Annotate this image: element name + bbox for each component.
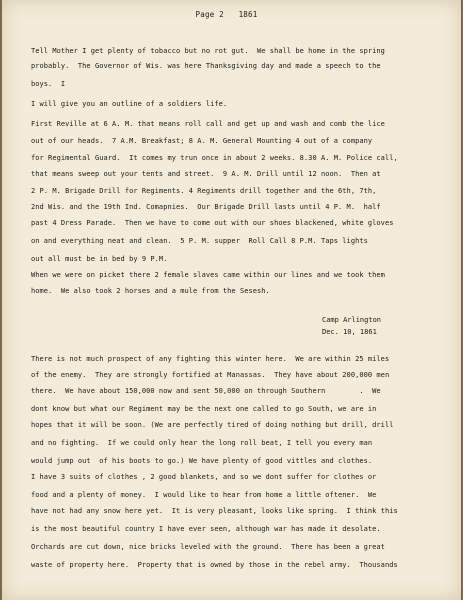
dateline-text: Camp Arlington — [322, 316, 382, 324]
text-line: that means sweep out your tents and street. 9 A. M. Drill until 12 noon. Then at — [31, 170, 381, 178]
text-line: Tell Mother I get plenty of tobacco but no rot gut. We shall be home in the spring — [31, 47, 385, 55]
text-line: of the enemy. They are strongly fortified at Manassas. They have about 200,000 men — [31, 371, 390, 379]
text-line: out all must be in bed by 9 P.M. — [31, 255, 168, 263]
text-line: First Reville at 6 A. M. that means roll call and get up and wash and comb the lice — [31, 120, 385, 128]
dateline-text: Dec. 10, 1861 — [322, 328, 377, 336]
text-line: waste of property here. Property that is owned by those in the rebel army. Thousands — [31, 561, 398, 569]
page-number: Page 2 — [195, 10, 224, 19]
text-line: have not had any snow here yet. It is very pleasant, looks like spring. I think this — [31, 507, 398, 515]
text-line: Orchards are cut down, nice bricks leveled with the ground. There has been a great — [31, 543, 385, 551]
text-line: 2 P. M. Brigade Drill for Regiments. 4 Regiments drill together and the 6th, 7th, — [31, 187, 377, 195]
text-line: boys. I — [31, 80, 66, 88]
text-line: there. We have about 150,000 now and sent 50,000 on through Southern . We — [31, 387, 381, 395]
text-line: There is not much prospect of any fighting this winter here. We are within 25 miles — [31, 355, 390, 363]
text-line: dont know but what our Regiment may be the next one called to go South, we are in — [31, 405, 377, 413]
text-line: and no fighting. If we could only hear the long roll beat, I tell you every man — [31, 439, 373, 447]
text-line: for Regimental Guard. It comes my trun once in about 2 weeks. 8.30 A. M. Police call, — [31, 154, 398, 162]
text-line: I will give you an outline of a soldiers life. — [31, 100, 228, 108]
text-line: home. We also took 2 horses and a mule from the Sesesh. — [31, 287, 270, 295]
page-year: 1861 — [238, 10, 258, 19]
text-line: I have 3 suits of clothes , 2 good blankets, and so we dont suffer for clothes or — [31, 473, 377, 481]
page-header — [2, 10, 461, 19]
text-line: probably. The Governor of Wis. was here Thanksgiving day and made a speech to the — [31, 62, 381, 70]
text-line: 2nd Wis. and the 19th Ind. Comapnies. Our Brigade Drill lasts until 4 P. M. half — [31, 203, 381, 211]
text-line: out of our heads. 7 A.M. Breakfast; 8 A. M. General Mounting 4 out of a company — [31, 137, 373, 145]
text-line: is the most beautiful country I have ever seen, although war has made it desolate. — [31, 525, 381, 533]
document-page — [2, 0, 461, 600]
text-line: on and everything neat and clean. 5 P. M. supper Roll Call 8 P.M. Taps lights — [31, 237, 368, 245]
text-line: food and a plenty of money. I would like to hear from home a little oftener. We — [31, 491, 377, 499]
text-line: hopes that it will be soon. (We are perfectly tired of doing nothing but drill, drill — [31, 421, 394, 429]
text-line: past 4 Dress Parade. Then we have to come out with our shoes blackened, white gloves — [31, 219, 394, 227]
text-line: would jump out of his boots to go.) We have plenty of good vittles and clothes. — [31, 457, 373, 465]
text-line: When we were on picket there 2 female slaves came within our lines and we took them — [31, 271, 385, 279]
